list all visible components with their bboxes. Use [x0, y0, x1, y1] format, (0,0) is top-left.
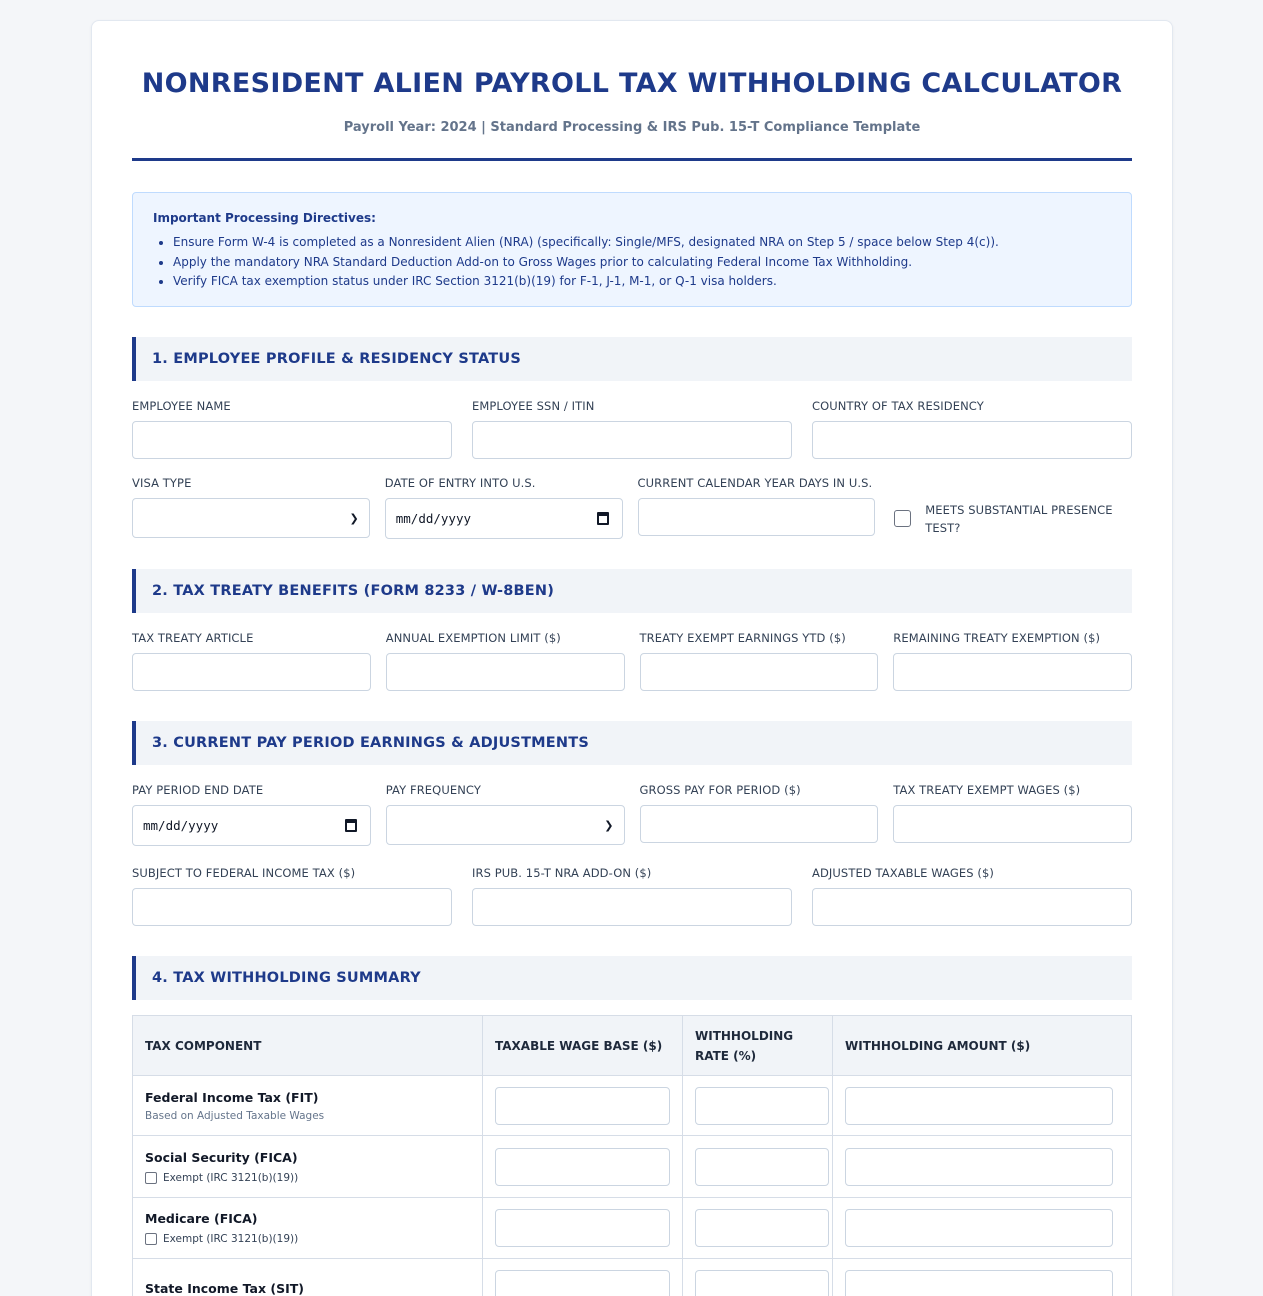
- tax-component-name: Medicare (FICA): [145, 1211, 258, 1226]
- nra-addon-label: IRS PUB. 15-T NRA ADD-ON ($): [472, 866, 652, 880]
- fit-rate-input[interactable]: [695, 1087, 829, 1125]
- employee-ssn-label: EMPLOYEE SSN / ITIN: [472, 399, 595, 413]
- treaty-article-label: TAX TREATY ARTICLE: [132, 631, 254, 645]
- country-input[interactable]: [812, 421, 1132, 459]
- column-header: TAX COMPONENT: [133, 1016, 483, 1076]
- date-placeholder: mm/dd/yyyy: [395, 511, 472, 526]
- calendar-icon[interactable]: [345, 819, 357, 832]
- directives-title: Important Processing Directives:: [153, 211, 376, 225]
- employee-name-input[interactable]: [132, 421, 452, 459]
- employee-name-label: EMPLOYEE NAME: [132, 399, 231, 413]
- tax-component-name: Social Security (FICA): [145, 1149, 298, 1165]
- section-earnings: 3. CURRENT PAY PERIOD EARNINGS & ADJUSTMENTS: [132, 721, 1132, 765]
- directive-item: • Verify FICA tax exemption status under IRC Section 3121(b)(19) for F-1, J-1, M-1, or Q-1 visa holders.: [173, 272, 1111, 292]
- fit-wage-base-input[interactable]: [495, 1087, 670, 1125]
- directives-list: [153, 233, 1111, 292]
- profile-row-1: [132, 399, 1132, 459]
- exempt-label: Exempt (IRC 3121(b)(19)): [163, 1233, 299, 1245]
- processing-directives: [132, 192, 1132, 307]
- sit-amount-input[interactable]: [845, 1270, 1113, 1296]
- annual-limit-input[interactable]: [386, 653, 625, 691]
- medicare-wage-base-input[interactable]: [495, 1209, 670, 1247]
- medicare-exempt-checkbox[interactable]: [145, 1233, 157, 1245]
- tax-component-note: Based on Adjusted Taxable Wages: [145, 1109, 325, 1122]
- chevron-down-icon: ❯: [604, 819, 614, 832]
- visa-type-select[interactable]: [132, 498, 370, 538]
- table-row: [133, 1198, 1132, 1259]
- ss-exempt-checkbox[interactable]: [145, 1172, 157, 1184]
- ss-wage-base-input[interactable]: [495, 1148, 670, 1186]
- ss-amount-input[interactable]: [845, 1148, 1113, 1186]
- spt-checkbox[interactable]: [894, 510, 911, 527]
- chevron-down-icon: ❯: [349, 512, 359, 525]
- earnings-row-1: [132, 783, 1132, 846]
- section-tax-treaty: 2. TAX TREATY BENEFITS (FORM 8233 / W-8BEN): [132, 569, 1132, 613]
- visa-type-label: VISA TYPE: [132, 476, 192, 490]
- table-header-row: [133, 1016, 1132, 1076]
- table-row: [133, 1136, 1132, 1198]
- pay-frequency-label: PAY FREQUENCY: [385, 783, 481, 797]
- exempt-label: Exempt (IRC 3121(b)(19)): [163, 1171, 299, 1184]
- pay-frequency-select[interactable]: [386, 805, 625, 845]
- column-header: TAXABLE WAGE BASE ($): [483, 1016, 683, 1076]
- sit-wage-base-input[interactable]: [495, 1270, 670, 1296]
- medicare-rate-input[interactable]: [695, 1209, 829, 1247]
- tax-component-name: State Income Tax (SIT): [145, 1280, 304, 1296]
- subject-fit-input[interactable]: [132, 888, 452, 926]
- period-end-input[interactable]: [132, 805, 371, 846]
- treaty-row: [132, 631, 1132, 691]
- table-row: [133, 1076, 1132, 1136]
- adjusted-wages-input[interactable]: [812, 888, 1132, 926]
- fit-amount-input[interactable]: [845, 1087, 1113, 1125]
- subject-fit-label: SUBJECT TO FEDERAL INCOME TAX ($): [132, 866, 356, 880]
- profile-row-2: [132, 476, 1132, 539]
- page-subtitle: Payroll Year: 2024 | Standard Processing & IRS Pub. 15-T Compliance Template: [343, 120, 921, 135]
- adjusted-wages-label: ADJUSTED TAXABLE WAGES ($): [812, 866, 995, 880]
- withholding-table: [132, 1015, 1132, 1296]
- treaty-ytd-label: TREATY EXEMPT EARNINGS YTD ($): [639, 631, 846, 645]
- column-header: WITHHOLDING AMOUNT ($): [833, 1016, 1132, 1076]
- page-title: NONRESIDENT ALIEN PAYROLL TAX WITHHOLDING CALCULATOR: [141, 68, 1123, 99]
- remaining-treaty-input[interactable]: [893, 653, 1132, 691]
- calculator-card: [91, 20, 1173, 1296]
- sit-rate-input[interactable]: [695, 1270, 829, 1296]
- period-end-label: PAY PERIOD END DATE: [132, 783, 264, 797]
- employee-ssn-input[interactable]: [472, 421, 792, 459]
- country-label: COUNTRY OF TAX RESIDENCY: [812, 399, 984, 413]
- days-in-us-label: CURRENT CALENDAR YEAR DAYS IN U.S.: [637, 476, 873, 490]
- title-divider: [132, 158, 1132, 161]
- section-employee-profile: 1. EMPLOYEE PROFILE & RESIDENCY STATUS: [132, 337, 1132, 381]
- date-placeholder: mm/dd/yyyy: [143, 818, 219, 833]
- spt-label: MEETS SUBSTANTIAL PRESENCE TEST?: [925, 502, 1113, 535]
- treaty-ytd-input[interactable]: [640, 653, 879, 691]
- treaty-exempt-wages-input[interactable]: [893, 805, 1132, 843]
- directive-item: • Ensure Form W-4 is completed as a Nonresident Alien (NRA) (specifically: Single/MFS, designated NRA on Step 5 / space below Step 4(c)).: [173, 233, 1111, 253]
- gross-pay-label: GROSS PAY FOR PERIOD ($): [639, 783, 801, 797]
- entry-date-input[interactable]: [385, 498, 623, 539]
- treaty-article-input[interactable]: [132, 653, 371, 691]
- table-row: [133, 1259, 1132, 1296]
- column-header: WITHHOLDING RATE (%): [683, 1016, 833, 1076]
- ss-rate-input[interactable]: [695, 1148, 829, 1186]
- treaty-exempt-wages-label: TAX TREATY EXEMPT WAGES ($): [893, 783, 1081, 797]
- calendar-icon[interactable]: [597, 512, 609, 525]
- remaining-treaty-label: REMAINING TREATY EXEMPTION ($): [893, 631, 1101, 645]
- directive-item: • Apply the mandatory NRA Standard Deduction Add-on to Gross Wages prior to calculating Federal Income Tax Withholding.: [173, 253, 1111, 273]
- annual-limit-label: ANNUAL EXEMPTION LIMIT ($): [385, 631, 561, 645]
- section-withholding-summary: 4. TAX WITHHOLDING SUMMARY: [132, 956, 1132, 1000]
- nra-addon-input[interactable]: [472, 888, 792, 926]
- entry-date-label: DATE OF ENTRY INTO U.S.: [384, 476, 536, 490]
- days-in-us-input[interactable]: [638, 498, 876, 536]
- tax-component-name: Federal Income Tax (FIT): [145, 1089, 319, 1105]
- medicare-amount-input[interactable]: [845, 1209, 1113, 1247]
- earnings-row-2: [132, 866, 1132, 926]
- gross-pay-input[interactable]: [640, 805, 879, 843]
